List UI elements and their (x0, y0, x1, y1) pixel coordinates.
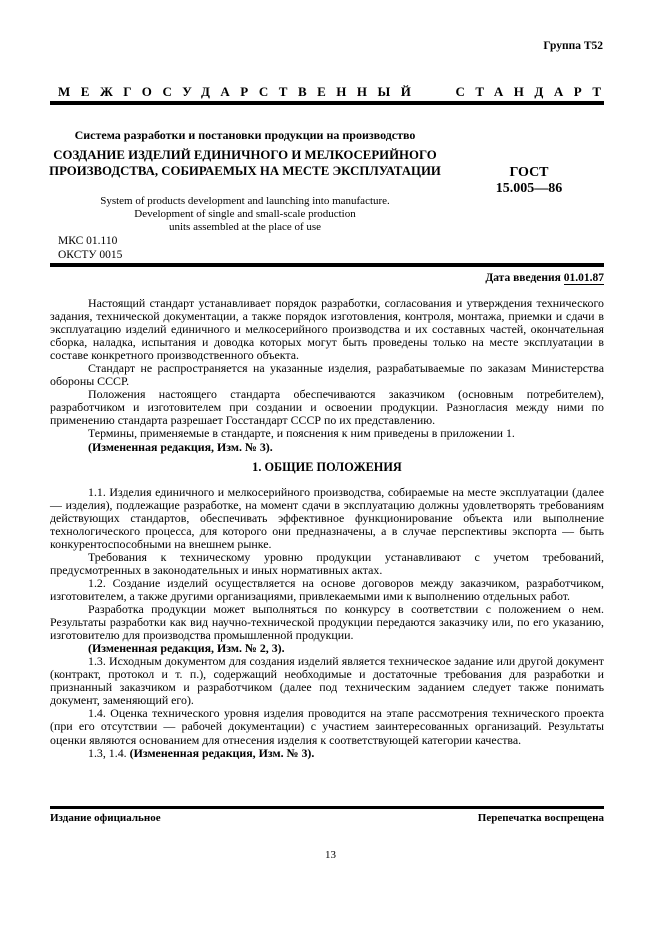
paragraph-text: (Измененная редакция, Изм. № 3). (129, 745, 315, 760)
paragraph-text: 1.2. Создание изделий осуществляется на основе договоров между заказчиком, разработчиком, изготовителем, а также другими организациями, привлекаемыми ими к выполнению отдельных работ. (50, 575, 604, 603)
paragraph-text: (Измененная редакция, Изм. № 3). (88, 439, 273, 454)
paragraph (50, 747, 604, 760)
introduction-date-label: Дата введения (485, 272, 564, 284)
document-title-line2: ПРОИЗВОДСТВА, СОБИРАЕМЫХ НА МЕСТЕ ЭКСПЛУАТАЦИИ (49, 163, 441, 178)
mks-code: МКС 01.110 (58, 235, 118, 247)
introduction-date (485, 272, 604, 284)
paragraph-text: Стандарт не распространяется на указанные изделия, разрабатываемые по заказам Министерства обороны СССР. (50, 361, 604, 389)
intro-paragraphs (50, 297, 604, 454)
paragraph (50, 388, 604, 427)
section-paragraphs (50, 486, 604, 760)
group-label: Группа Т52 (543, 40, 603, 52)
standard-designation (458, 165, 600, 197)
standard-designation-line1: ГОСТ (509, 165, 549, 180)
okstu-code: ОКСТУ 0015 (58, 248, 123, 261)
section-heading: 1. ОБЩИЕ ПОЛОЖЕНИЯ (252, 459, 402, 474)
paragraph (50, 297, 604, 362)
footer-official-edition: Издание официальное (50, 812, 161, 824)
header-rule (50, 101, 604, 105)
title-english-line1: System of products development and launching into manufacture. (100, 195, 390, 207)
title-english-line2: Development of single and small-scale production (134, 207, 356, 220)
paragraph-text: Положения настоящего стандарта обеспечиваются заказчиком (основным потребителем), разработчиком и изготовителем при создании и освоении продукции. Разногласия между ними по применению стандарта разрешает Госстандарт СССР по их представлению. (50, 387, 604, 428)
paragraph-text: 1.4. Оценка технического уровня изделия проводится на этапе рассмотрения технического проекта (при его отсутствии — рабочей документации) с участием заинтересованных организаций. Результаты оценки являются основанием для отнесения изделия к соответствующей категории качества. (50, 706, 604, 747)
paragraph (50, 486, 604, 551)
paragraph-text: (Измененная редакция, Изм. № 2, 3). (88, 641, 285, 656)
paragraph-text: Настоящий стандарт устанавливает порядок разработки, согласования и утверждения технического задания, технической документации, а также порядок изготовления, контроля, монтажа, приемки и сдачи в эксплуатацию изделий единичного и мелкосерийного производства и их составных частей, окончательная сборка, наладка, испытания и доводка которых могут быть проведены только на месте эксплуатации в составе конкретного производственного объекта. (50, 296, 604, 363)
paragraph (50, 551, 604, 577)
paragraph (50, 577, 604, 603)
paragraph-text: 1.3, 1.4. (88, 745, 130, 760)
system-title: Система разработки и постановки продукции на производство (74, 128, 416, 142)
standard-type-heading (58, 84, 612, 100)
paragraph (50, 362, 604, 388)
footer-rule (50, 806, 604, 809)
title-english-line3: units assembled at the place of use (168, 220, 322, 233)
standard-type-word2: СТАНДАРТ (455, 84, 612, 99)
footer (50, 812, 604, 824)
document-title (45, 148, 445, 179)
standard-type-word1: МЕЖГОСУДАРСТВЕННЫЙ (58, 84, 422, 99)
paragraph (50, 603, 604, 642)
paragraph-text: Требования к техническому уровню продукции устанавливают с учетом требований, предусмотренных в законодательных и иных нормативных актах. (50, 549, 604, 577)
document-body (50, 297, 604, 760)
footer-reprint-notice: Перепечатка воспрещена (477, 812, 604, 824)
introduction-date-value: 01.01.87 (563, 272, 604, 284)
title-english (45, 195, 445, 233)
paragraph (50, 441, 604, 454)
standard-designation-line2: 15.005—86 (495, 181, 563, 196)
page-number: 13 (325, 849, 336, 861)
title-rule (50, 263, 604, 267)
paragraph-text: Разработка продукции может выполняться по конкурсу в соответствии с положением о нем. Результаты разработки как вид научно-технической продукции передаются заказчику или, по его указанию, изготовителю для производства промышленной продукции. (50, 602, 604, 643)
paragraph-text: 1.1. Изделия единичного и мелкосерийного производства, собираемые на месте эксплуатации (далее — изделия), подлежащие разработке, на момент сдачи в эксплуатацию должны удовлетворять требованиям действующих стандартов, обеспечивать эффективное функционирование объекта или выполнение технологического процесса, для которого они предназначены, а в случае перспективы экспорта — быть конкурентоспособными на внешнем рынке. (50, 484, 604, 551)
classification-codes (58, 235, 122, 262)
paragraph-text: 1.3. Исходным документом для создания изделий является техническое задание или другой документ (контракт, протокол и т. п.), содержащий необходимые и достаточные требования для разработки и признанный заказчиком и разработчиком (далее под техническим заданием следует также понимать документ, заменяющий его). (50, 654, 604, 708)
paragraph (50, 707, 604, 746)
paragraph (50, 655, 604, 707)
paragraph-text: Термины, применяемые в стандарте, и пояснения к ним приведены в приложении 1. (88, 426, 515, 441)
document-title-line1: СОЗДАНИЕ ИЗДЕЛИЙ ЕДИНИЧНОГО И МЕЛКОСЕРИЙНОГО (53, 148, 437, 162)
